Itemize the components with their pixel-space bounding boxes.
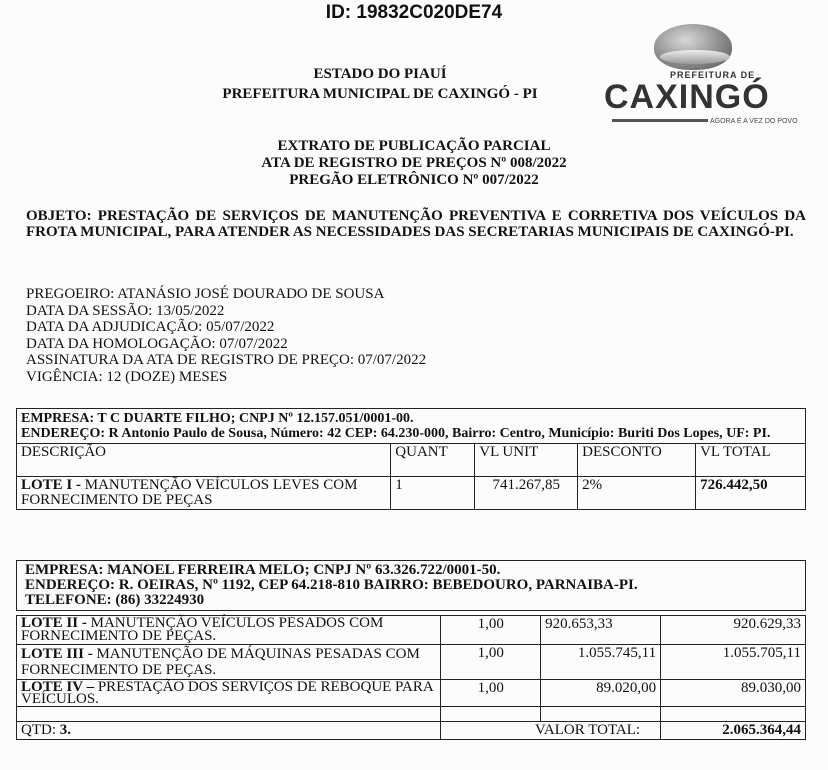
lote-description (17, 680, 441, 707)
col-vl-unit: VL UNIT (475, 444, 578, 477)
table-row (17, 477, 806, 510)
lote-desc: MANUTENÇÃO VEÍCULOS PESADOS COM FORNECIMENTO DE PEÇAS. (21, 615, 384, 644)
company2-telefone: TELEFONE: (86) 33224930 (25, 592, 205, 608)
lote-label: LOTE III - (21, 646, 93, 662)
lote-description (17, 477, 391, 510)
qtd-label: QTD: (21, 722, 60, 738)
lote-vl-unit: 89.020,00 (541, 680, 661, 707)
logo-name-text: CAXINGÓ (604, 78, 770, 116)
qtd-value: 3. (59, 722, 71, 738)
lote-vl-unit: 1.055.745,11 (541, 645, 661, 680)
logo-prefeitura-text: PREFEITURA DE (670, 70, 756, 80)
company1-endereco: ENDEREÇO: R Antonio Paulo de Sousa, Número: 42 CEP: 64.230-000, Bairro: Centro, Município: Buriti Dos Lopes, UF: PI. (21, 426, 771, 441)
lote-vl-total: 89.030,00 (661, 680, 806, 707)
info-assinatura: ASSINATURA DA ATA DE REGISTRO DE PREÇO: 07/07/2022 (26, 352, 427, 368)
lote-vl-unit: 741.267,85 (475, 477, 578, 510)
lote-vl-total: 726.442,50 (696, 477, 806, 510)
table-row (17, 616, 806, 645)
lote-label: LOTE I - (21, 477, 82, 493)
lote-description (17, 645, 441, 680)
objeto-paragraph: OBJETO: PRESTAÇÃO DE SERVIÇOS DE MANUTENÇÃO PREVENTIVA E CORRETIVA DOS VEÍCULOS DA FROTA MUNICIPAL, PARA ATENDER AS NECESSIDADES DAS SECRETARIAS MUNICIPAIS DE CAXINGÓ-PI. (26, 208, 806, 240)
company1-table (16, 408, 806, 510)
lote-vl-total: 1.055.705,11 (661, 645, 806, 680)
col-descricao: DESCRIÇÃO (17, 444, 391, 477)
lote-quant: 1,00 (441, 616, 541, 645)
lote-desc: MANUTENÇÃO DE MÁQUINAS PESADAS COM FORNECIMENTO DE PEÇAS. (21, 646, 420, 678)
company2-empresa: EMPRESA: MANOEL FERREIRA MELO; CNPJ Nº 63.326.722/0001-50. (25, 562, 501, 578)
col-quant: QUANT (391, 444, 475, 477)
lote-quant: 1,00 (441, 645, 541, 680)
col-desconto: DESCONTO (578, 444, 696, 477)
empty-cell (661, 707, 806, 722)
pregao-number: PREGÃO ELETRÔNICO Nº 007/2022 (289, 172, 539, 188)
caxingo-logo (600, 24, 810, 134)
header-state: ESTADO DO PIAUÍ (313, 66, 447, 82)
lote-desconto: 2% (578, 477, 696, 510)
table-row (17, 645, 806, 680)
lote-label: LOTE IV – (21, 679, 95, 695)
company2-table (16, 560, 806, 740)
lote-vl-total: 920.629,33 (661, 616, 806, 645)
info-block (26, 286, 426, 385)
totals-row (17, 722, 806, 740)
lote-quant: 1 (391, 477, 475, 510)
logo-slogan-text: AGORA É A VEZ DO POVO (710, 118, 798, 125)
lote-desc: PRESTAÇÃO DOS SERVIÇOS DE REBOQUE PARA VEÍCULOS. (21, 679, 433, 707)
lote-vl-unit: 920.653,33 (541, 616, 661, 645)
lote-desc: MANUTENÇÃO VEÍCULOS LEVES COM FORNECIMENTO DE PEÇAS (21, 477, 358, 508)
col-vl-total: VL TOTAL (696, 444, 806, 477)
info-pregoeiro: PREGOEIRO: ATANÁSIO JOSÉ DOURADO DE SOUSA (26, 286, 385, 302)
table-row (17, 680, 806, 707)
empty-cell (17, 707, 441, 722)
company1-empresa: EMPRESA: T C DUARTE FILHO; CNPJ Nº 12.157.051/0001-00. (21, 411, 414, 426)
lote-label: LOTE II - (21, 615, 87, 631)
total-label: VALOR TOTAL: (441, 722, 661, 740)
company2-info (17, 561, 806, 611)
info-data-homologacao: DATA DA HOMOLOGAÇÃO: 07/07/2022 (26, 335, 288, 352)
company1-header-row (17, 444, 806, 477)
logo-underline (612, 119, 708, 122)
lote-quant: 1,00 (441, 680, 541, 707)
extract-title: EXTRATO DE PUBLICAÇÃO PARCIAL (277, 138, 551, 154)
document-id: ID: 19832C020DE74 (325, 2, 503, 23)
logo-wave-icon (660, 50, 730, 64)
empty-cell (441, 707, 541, 722)
company1-info (17, 409, 806, 444)
total-value: 2.065.364,44 (661, 722, 806, 740)
company2-endereco: ENDEREÇO: R. OEIRAS, Nº 1192, CEP 64.218-810 BAIRRO: BEBEDOURO, PARNAIBA-PI. (25, 577, 638, 593)
header-prefeitura: PREFEITURA MUNICIPAL DE CAXINGÓ - PI (222, 86, 538, 102)
qtd-cell (17, 722, 441, 740)
ata-number: ATA DE REGISTRO DE PREÇOS Nº 008/2022 (261, 155, 567, 171)
info-vigencia: VIGÊNCIA: 12 (DOZE) MESES (26, 368, 228, 385)
info-data-sessao: DATA DA SESSÃO: 13/05/2022 (26, 302, 225, 319)
empty-cell (541, 707, 661, 722)
lote-description (17, 616, 441, 645)
info-data-adjudicacao: DATA DA ADJUDICAÇÃO: 05/07/2022 (26, 319, 275, 335)
